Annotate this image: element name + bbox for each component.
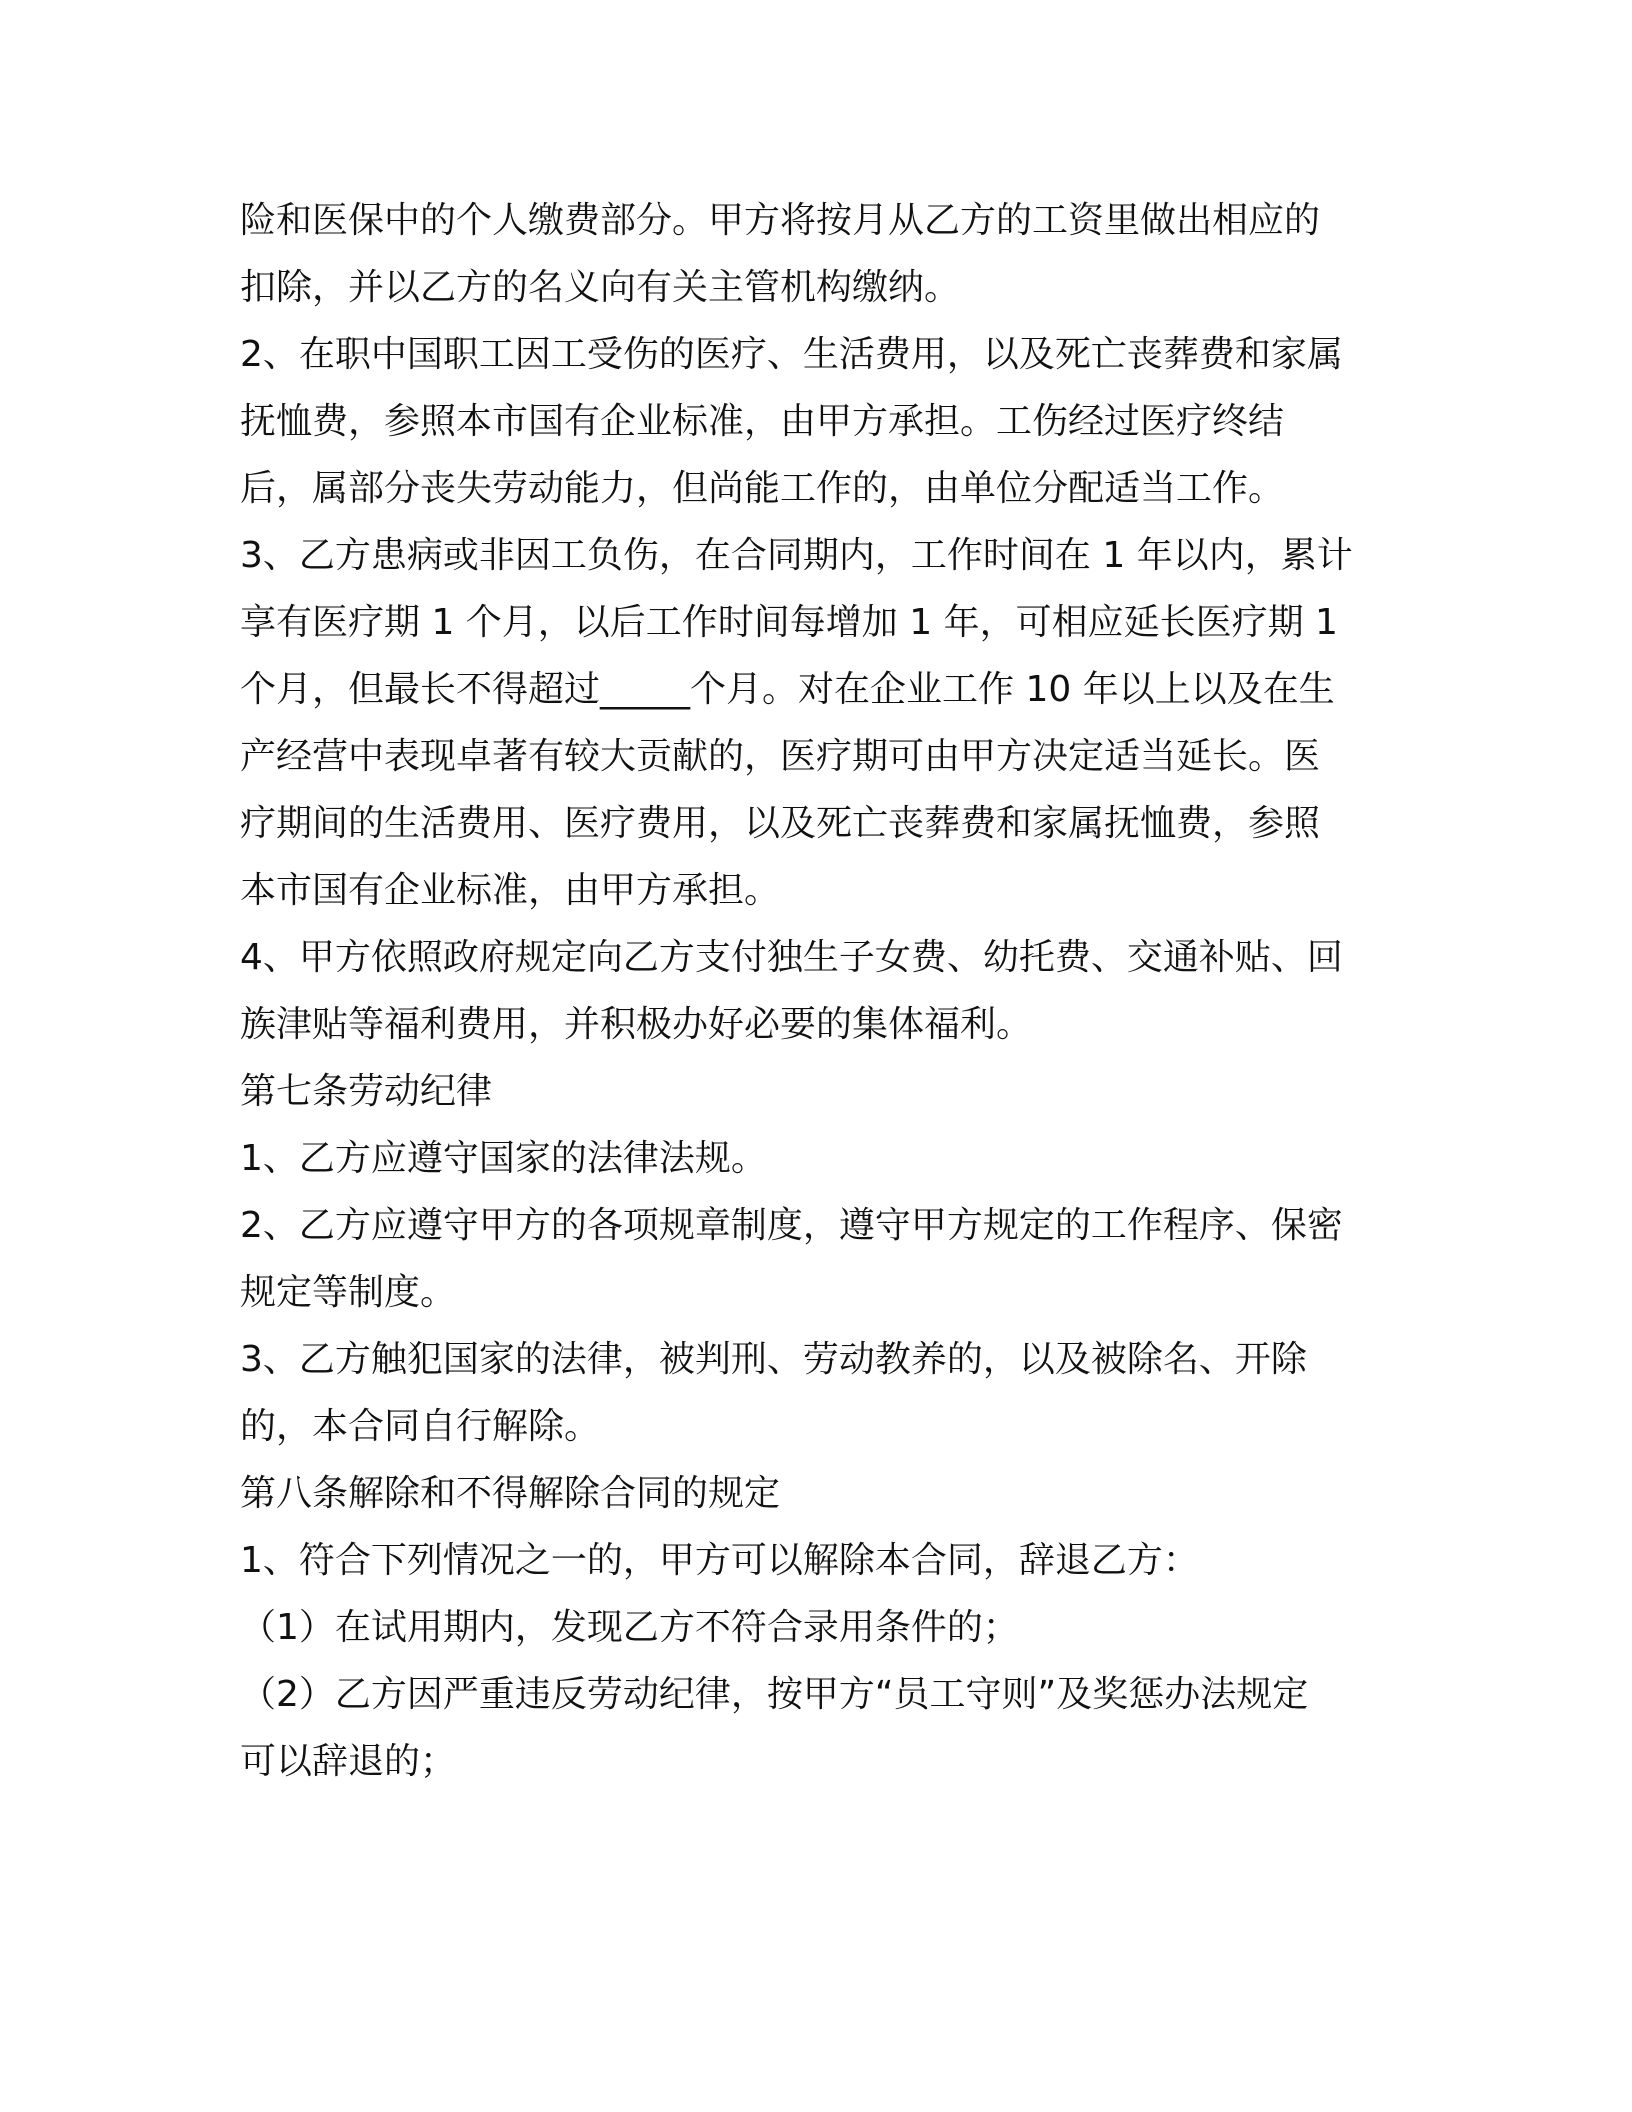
section-heading: 第八条解除和不得解除合同的规定	[240, 1473, 781, 1514]
text-line: 产经营中表现卓著有较大贡献的，医疗期可由甲方决定适当延长。医	[240, 736, 1321, 777]
text-line: 疗期间的生活费用、医疗费用，以及死亡丧葬费和家属抚恤费，参照	[240, 803, 1321, 844]
text-line: 1、乙方应遵守国家的法律法规。	[240, 1138, 767, 1179]
text-line: 2、在职中国职工因工受伤的医疗、生活费用，以及死亡丧葬费和家属	[240, 334, 1343, 375]
text-line: 2、乙方应遵守甲方的各项规章制度，遵守甲方规定的工作程序、保密	[240, 1205, 1343, 1246]
text-line: 3、乙方触犯国家的法律，被判刑、劳动教养的，以及被除名、开除	[240, 1339, 1307, 1380]
text-line: 抚恤费，参照本市国有企业标准，由甲方承担。工伤经过医疗终结	[240, 401, 1285, 442]
text-line: （2）乙方因严重违反劳动纪律，按甲方“员工守则”及奖惩办法规定	[240, 1674, 1309, 1715]
text-line: 扣除，并以乙方的名义向有关主管机构缴纳。	[240, 267, 961, 308]
text-line: 4、甲方依照政府规定向乙方支付独生子女费、幼托费、交通补贴、回	[240, 937, 1343, 978]
text-line: 族津贴等福利费用，并积极办好必要的集体福利。	[240, 1004, 1033, 1045]
text-line: 险和医保中的个人缴费部分。甲方将按月从乙方的工资里做出相应的	[240, 200, 1321, 241]
text-line: 享有医疗期 1 个月，以后工作时间每增加 1 年，可相应延长医疗期 1	[240, 602, 1338, 643]
text-line: 后，属部分丧失劳动能力，但尚能工作的，由单位分配适当工作。	[240, 468, 1285, 509]
text-line: 可以辞退的；	[240, 1741, 457, 1782]
text-line: 规定等制度。	[240, 1272, 457, 1313]
text-line: 的，本合同自行解除。	[240, 1406, 601, 1447]
text-line: 1、符合下列情况之一的，甲方可以解除本合同，辞退乙方：	[240, 1540, 1199, 1581]
text-line: 3、乙方患病或非因工负伤，在合同期内，工作时间在 1 年以内，累计	[240, 535, 1353, 576]
text-line: 本市国有企业标准，由甲方承担。	[240, 870, 781, 911]
section-heading: 第七条劳动纪律	[240, 1071, 493, 1112]
document-body	[240, 187, 1390, 1795]
text-line: （1）在试用期内，发现乙方不符合录用条件的；	[240, 1607, 1019, 1648]
text-line: 个月，但最长不得超过_____个月。对在企业工作 10 年以上以及在生	[240, 669, 1335, 710]
